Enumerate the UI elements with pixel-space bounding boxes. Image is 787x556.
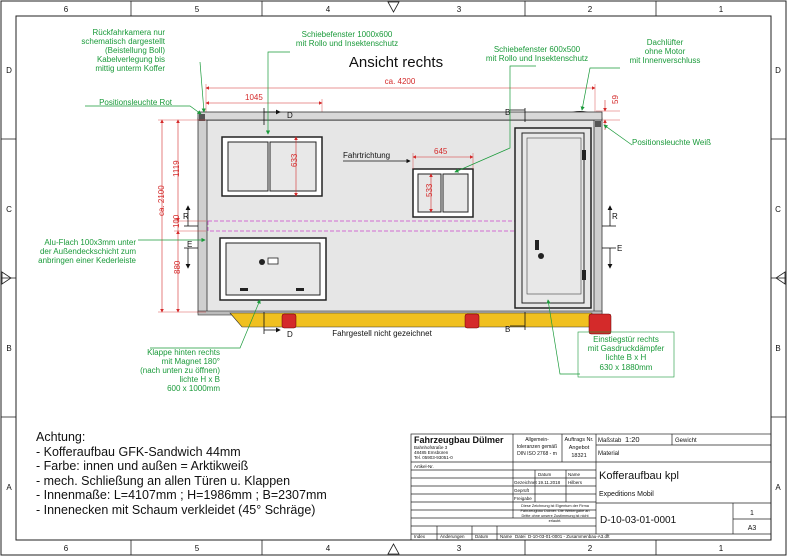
- dim-height-label: ca. 2100: [157, 185, 166, 216]
- scale-label: Maßstab: [598, 438, 622, 444]
- callout-vent-line: ohne Motor: [644, 47, 686, 56]
- callout-flap-line: lichte H x B: [179, 375, 220, 384]
- dim-880-label: 880: [173, 260, 182, 274]
- callout-camera-line: mittig unterm Koffer: [95, 64, 165, 73]
- callout-flap-line: 600 x 1000mm: [167, 384, 220, 393]
- center-mark-bottom: [388, 544, 399, 554]
- dim-100-label: 100: [172, 214, 181, 228]
- flap-handle: [268, 258, 278, 264]
- section-d-top: D: [287, 111, 293, 120]
- dim-1119-label: 1119: [172, 160, 181, 177]
- weight-label: Gewicht: [675, 438, 697, 444]
- section-b-bottom: B: [505, 325, 511, 334]
- callout-flap-line: Klappe hinten rechts: [147, 348, 220, 357]
- callout-camera-line: Kabelverlegung bis: [96, 55, 165, 64]
- bracket-left: [282, 314, 296, 328]
- callout-alu-line: der Außendeckschicht zum: [39, 247, 136, 256]
- title-block-text: [414, 435, 756, 539]
- flap-lock: [259, 259, 265, 265]
- copyright-line: Diese Zeichnung ist Eigentum der Firma: [521, 504, 589, 508]
- bracket-middle: [465, 314, 479, 328]
- note-item: - mech. Schließung an allen Türen u. Klappen: [36, 473, 291, 488]
- callout-window-1-line: mit Rollo und Insektenschutz: [295, 39, 399, 48]
- col-label-bottom: 5: [194, 544, 200, 553]
- row-label-right: A: [775, 483, 781, 492]
- col-label-top: 2: [587, 5, 593, 14]
- name-value: Hilbers: [568, 480, 583, 485]
- tolerance-line: DIN ISO 2768 - m: [517, 451, 557, 457]
- front-edge-profile: [594, 118, 602, 313]
- callout-marker-white: Positionsleuchte Weiß: [632, 138, 711, 147]
- col-label-top: 6: [63, 5, 69, 14]
- roof-edge: [198, 112, 602, 120]
- order-value: 18321: [571, 453, 587, 459]
- approved-label: Freigabe: [514, 496, 532, 501]
- material-label: Material: [598, 451, 620, 457]
- view-title: Ansicht rechts: [348, 54, 444, 71]
- door-hinge-bottom: [582, 270, 586, 280]
- notes-block: [36, 430, 386, 518]
- callout-alu-line: anbringen einer Kederleiste: [38, 256, 136, 265]
- note-item: - Kofferaufbau GFK-Sandwich 44mm: [36, 444, 241, 459]
- row-label-left: B: [6, 344, 12, 353]
- date-label: Datum: [538, 472, 552, 477]
- order-label: Auftrags Nr.: [564, 437, 594, 443]
- revision-header: Index: [414, 534, 426, 539]
- copyright-line: Dritte ohne unsere Zustimmung ist nicht: [521, 514, 589, 518]
- col-label-top: 1: [718, 5, 724, 14]
- col-label-bottom: 4: [325, 544, 331, 553]
- door-handle: [535, 240, 539, 250]
- company-address-line: 48485 Emsbüren: [414, 450, 449, 455]
- direction-label: Fahrtrichtung: [343, 151, 391, 160]
- copyright-line: Fahrzeugbau Dülmer. Die Weitergabe an: [520, 509, 590, 513]
- door-hinge-top: [582, 150, 586, 160]
- company-address-line: Bahnhofstraße 3: [414, 445, 448, 450]
- scale-value: 1:20: [625, 435, 640, 444]
- window-1-pane-left: [228, 142, 268, 191]
- section-e-left: E: [187, 240, 193, 249]
- section-e-right: E: [617, 244, 623, 253]
- note-item: - Farbe: innen und außen = Arktikweiß: [36, 459, 249, 474]
- flap-hinge-2: [296, 288, 304, 291]
- callout-window-2-line: Schiebefenster 600x500: [493, 45, 581, 54]
- flap-hinge-1: [240, 288, 248, 291]
- checked-label: Geprüft: [514, 488, 530, 493]
- row-label-left: A: [6, 483, 12, 492]
- callout-camera-line: Rückfahrkamera nur: [92, 28, 165, 37]
- section-r-right: R: [612, 212, 618, 221]
- callout-door-line: Einstiegstür rechts: [593, 335, 659, 344]
- callout-marker-red: Positionsleuchte Rot: [99, 98, 172, 107]
- tolerance-line: toleranzen gemäß: [516, 444, 558, 450]
- drawing-title: Kofferaufbau kpl: [599, 470, 679, 482]
- callout-camera-line: schematisch dargestellt: [81, 37, 165, 46]
- revision-header: Name: [500, 534, 513, 539]
- rear-flap-panel: [226, 243, 320, 295]
- note-item: - Innenecken mit Schaum verkleidet (45° Schräge): [36, 502, 316, 517]
- section-r-left: R: [183, 212, 189, 221]
- rear-edge-profile: [198, 118, 207, 313]
- callout-window-2-line: mit Rollo und Insektenschutz: [485, 54, 589, 63]
- note-item: - Innenmaße: L=4107mm ; H=1986mm ; B=2307mm: [36, 488, 327, 503]
- col-label-bottom: 2: [587, 544, 593, 553]
- revision-header: Datum: [475, 534, 489, 539]
- callout-alu-line: Alu-Flach 100x3mm unter: [44, 238, 136, 247]
- dim-533-label: 533: [425, 183, 434, 197]
- company-address-line: Tel. 05903-93051-0: [414, 455, 453, 460]
- drawn-label: Gezeichnet: [514, 480, 537, 485]
- sheet-number: 1: [750, 510, 754, 517]
- col-label-bottom: 6: [63, 544, 69, 553]
- callout-flap-line: mit Magnet 180°: [161, 357, 220, 366]
- col-label-bottom: 3: [456, 544, 462, 553]
- revision-header: Änderungen: [440, 534, 465, 539]
- company-name: Fahrzeugbau Dülmer: [414, 435, 504, 445]
- col-label-top: 3: [456, 5, 462, 14]
- window-2-pane-right: [443, 174, 468, 212]
- row-label-right: D: [775, 66, 781, 75]
- row-label-right: C: [775, 205, 781, 214]
- dim-1045-label: 1045: [245, 93, 263, 102]
- col-label-top: 5: [194, 5, 200, 14]
- center-mark-top: [388, 2, 399, 12]
- dim-645-label: 645: [434, 147, 448, 156]
- row-label-right: B: [775, 344, 781, 353]
- callout-door-line: lichte B x H: [605, 353, 647, 362]
- sheet-format: A3: [747, 525, 757, 532]
- tolerance-line: Allgemein-: [525, 437, 549, 443]
- section-d-bottom: D: [287, 330, 293, 339]
- drawing-subtitle: Expeditions Mobil: [599, 491, 654, 498]
- title-block-grid: [411, 434, 771, 540]
- date-value: 19.11.2018: [538, 480, 561, 485]
- dim-633-label: 633: [290, 153, 299, 167]
- dim-length-label: ca. 4200: [384, 77, 416, 86]
- col-label-bottom: 1: [718, 544, 724, 553]
- callout-door-line: mit Gasdruckdämpfer: [587, 344, 665, 353]
- col-label-top: 4: [325, 5, 331, 14]
- file-label: Datei: [515, 534, 526, 539]
- callout-vent-line: mit Innenverschluss: [629, 56, 701, 65]
- dim-59-label: 59: [611, 95, 620, 104]
- section-b-top: B: [505, 108, 511, 117]
- entry-door-panel: [522, 133, 584, 303]
- file-value: D-10-03-01-0001 - Zusammenbau-A3.dft: [528, 534, 610, 539]
- door-lock: [538, 253, 544, 259]
- copyright-line: erlaubt.: [548, 519, 562, 523]
- order-value: Angebot: [568, 445, 590, 451]
- row-label-left: D: [6, 66, 12, 75]
- article-label: Artikel-Nr.: [414, 464, 434, 469]
- marker-light-white: [595, 121, 601, 127]
- callout-vent-line: Dachlüfter: [646, 38, 684, 47]
- callout-flap-line: (nach unten zu öffnen): [140, 366, 220, 375]
- row-label-left: C: [6, 205, 12, 214]
- callout-camera-line: (Beistellung Boll): [104, 46, 165, 55]
- callout-window-1-line: Schiebefenster 1000x600: [301, 30, 393, 39]
- chassis-note: Fahrgestell nicht gezeichnet: [332, 329, 432, 338]
- callout-door-line: 630 x 1880mm: [599, 363, 653, 372]
- notes-title: Achtung:: [36, 430, 86, 444]
- bracket-right: [589, 314, 611, 334]
- name-label: Name: [568, 472, 581, 477]
- drawing-number: D-10-03-01-0001: [600, 515, 677, 526]
